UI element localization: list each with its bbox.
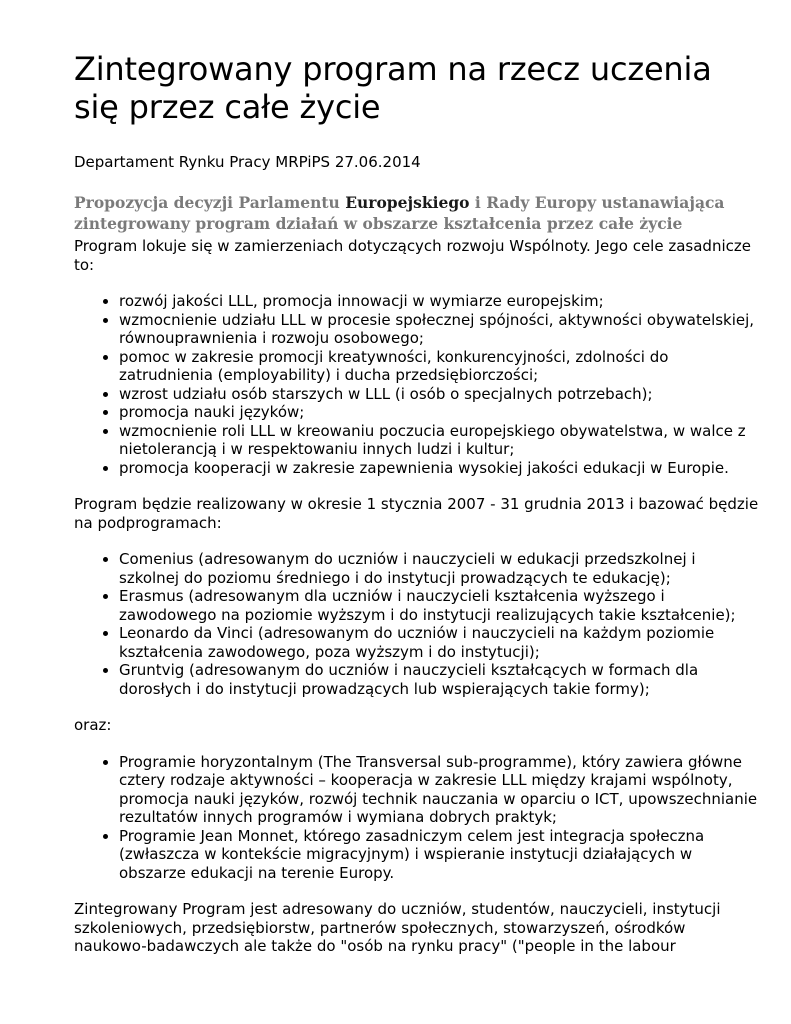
period-paragraph: Program będzie realizowany w okresie 1 stycznia 2007 - 31 grudnia 2013 i bazować będzie na podprogramach: xyxy=(74,495,759,532)
list-item: • wzrost udziału osób starszych w LLL (i osób o specjalnych potrzebach); xyxy=(119,385,759,404)
page-title: Zintegrowany program na rzecz uczenia się przez całe życie xyxy=(74,50,712,126)
oraz-paragraph: oraz: xyxy=(74,716,112,734)
list-item: • pomoc w zakresie promocji kreatywności, konkurencyjności, zdolności do zatrudnienia (employability) i ducha przedsiębiorczości; xyxy=(119,348,759,385)
list-item: • wzmocnienie udziału LLL w procesie społecznej spójności, aktywności obywatelskiej, równouprawnienia i rozwoju osobowego; xyxy=(119,311,759,348)
list-item: • Leonardo da Vinci (adresowanym do uczniów i nauczycieli na każdym poziomie kształcenia zawodowego, poza wyższym i do instytucji); xyxy=(119,624,759,661)
intro-paragraph: Program lokuje się w zamierzeniach dotyczących rozwoju Wspólnoty. Jego cele zasadnicze to: xyxy=(74,237,751,274)
lead-part-3: i Rady Europy ustanawiająca zintegrowany program działań w obszarze kształcenia przez całe życie xyxy=(74,193,725,233)
goals-list xyxy=(74,292,759,477)
list-item: • Gruntvig (adresowanym do uczniów i nauczycieli kształcących w formach dla dorosłych i do instytucji prowadzących lub wspierających takie formy); xyxy=(119,661,759,698)
list-item: • wzmocnienie roli LLL w kreowaniu poczucia europejskiego obywatelstwa, w walce z nietolerancją i w respektowaniu innych ludzi i kultur; xyxy=(119,422,759,459)
lead-part-1: Propozycja decyzji Parlamentu xyxy=(74,193,346,212)
list-item: • promocja kooperacji w zakresie zapewnienia wysokiej jakości edukacji w Europie. xyxy=(119,459,759,478)
other-programs-list xyxy=(74,753,759,883)
list-item: • promocja nauki języków; xyxy=(119,403,759,422)
list-item: • Programie Jean Monnet, którego zasadniczym celem jest integracja społeczna (zwłaszcza w kontekście migracyjnym) i wspieranie instytucji działających w obszarze edukacji na terenie Europy. xyxy=(119,827,759,883)
list-item: • Erasmus (adresowanym dla uczniów i nauczycieli kształcenia wyższego i zawodowego na poziomie wyższym i do instytucji realizujących takie kształcenie); xyxy=(119,587,759,624)
list-item: • rozwój jakości LLL, promocja innowacji w wymiarze europejskim; xyxy=(119,292,759,311)
lead-heading xyxy=(74,192,759,234)
document-subtitle: Departament Rynku Pracy MRPiPS 27.06.2014 xyxy=(74,153,421,171)
list-item: • Programie horyzontalnym (The Transversal sub-programme), który zawiera główne cztery rodzaje aktywności – kooperacja w zakresie LLL między krajami wspólnoty, promocja nauki języków, rozwój technik nauczania w oparciu o ICT, upowszechnianie rezultatów innych programów i wymiana dobrych praktyk; xyxy=(119,753,759,827)
subprograms-list xyxy=(74,550,759,698)
closing-paragraph: Zintegrowany Program jest adresowany do uczniów, studentów, nauczycieli, instytucji szkoleniowych, przedsiębiorstw, partnerów społecznych, stowarzyszeń, ośrodków naukowo-badawczych ale także do "osób na rynku pracy" ("people in the labour xyxy=(74,900,721,955)
lead-part-2: Europejskiego xyxy=(345,193,470,212)
list-item: • Comenius (adresowanym do uczniów i nauczycieli w edukacji przedszkolnej i szkolnej do poziomu średniego i do instytucji prowadzących te edukację); xyxy=(119,550,759,587)
